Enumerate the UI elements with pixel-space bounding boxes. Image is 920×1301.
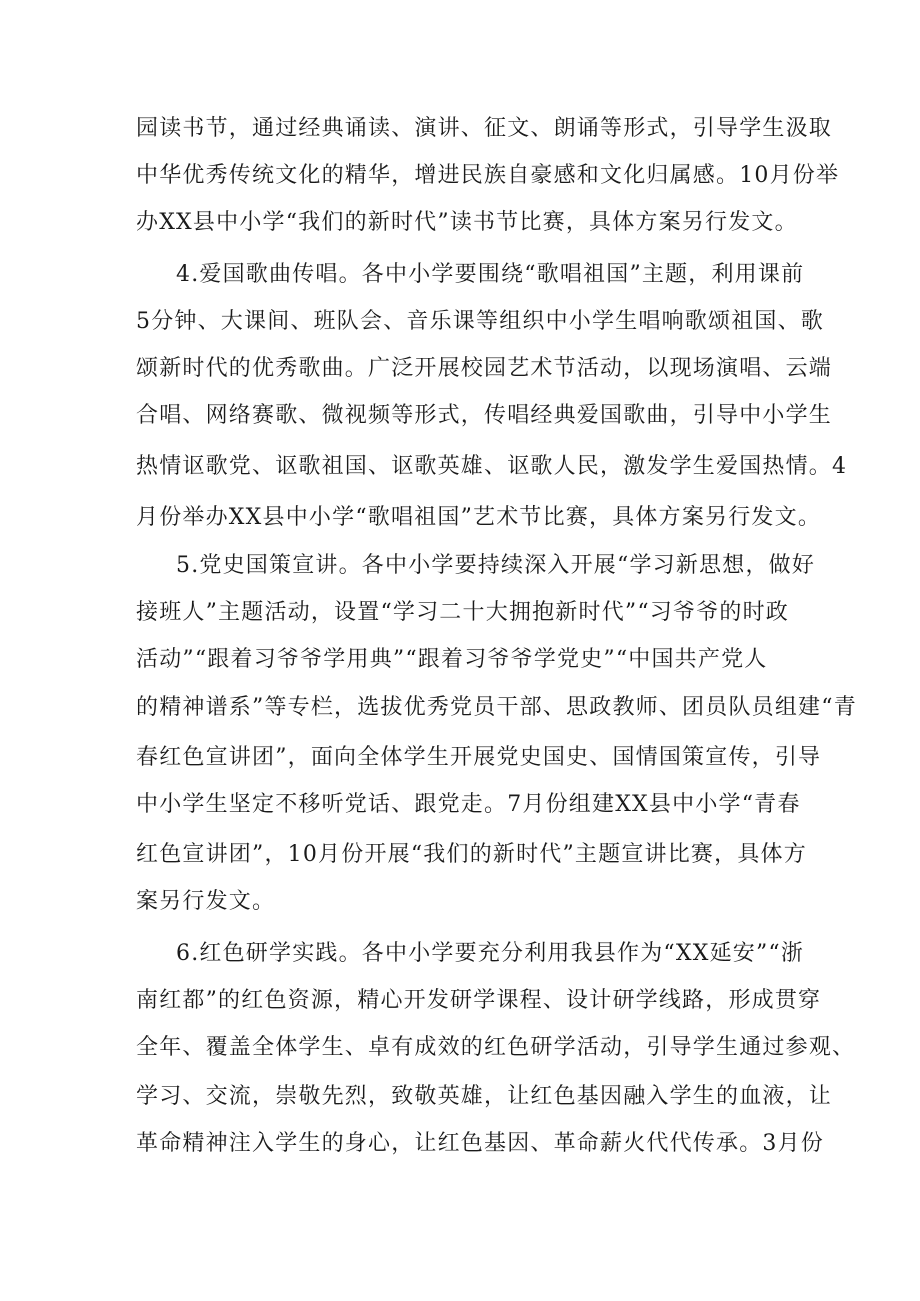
text-line: 南红都”的红色资源，精心开发研学课程、设计研学线路，形成贯穿 xyxy=(136,988,822,1013)
text-line: 春红色宣讲团”，面向全体学生开展党史国史、国情国策宣传，引导 xyxy=(136,745,822,770)
text-line: 月份举办XX县中小学“歌唱祖国”艺术节比赛，具体方案另行发文。 xyxy=(136,505,822,530)
text-line: 办XX县中小学“我们的新时代”读书节比赛，具体方案另行发文。 xyxy=(136,210,798,235)
text-line: 接班人”主题活动，设置“学习二十大拥抱新时代”“习爷爷的时政 xyxy=(136,600,789,625)
text-line: 合唱、网络赛歌、微视频等形式，传唱经典爱国歌曲，引导中小学生 xyxy=(136,403,833,428)
text-line: 案另行发文。 xyxy=(136,889,276,914)
text-line: 全年、覆盖全体学生、卓有成效的红色研学活动，引导学生通过参观、 xyxy=(136,1035,856,1060)
paragraph-4-heading-line: 4.爱国歌曲传唱。各中小学要围绕“歌唱祖国”主题，利用课前 xyxy=(176,262,805,287)
text-line: 5分钟、大课间、班队会、音乐课等组织中小学生唱响歌颂祖国、歌 xyxy=(136,309,824,334)
text-line: 革命精神注入学生的身心，让红色基因、革命薪火代代传承。3月份 xyxy=(136,1131,824,1156)
text-line: 中华优秀传统文化的精华，增进民族自豪感和文化归属感。10月份举 xyxy=(136,163,840,188)
paragraph-6-heading-line: 6.红色研学实践。各中小学要充分利用我县作为“XX延安”“浙 xyxy=(176,941,805,966)
text-line: 颂新时代的优秀歌曲。广泛开展校园艺术节活动，以现场演唱、云端 xyxy=(136,356,833,381)
text-line: 热情讴歌党、讴歌祖国、讴歌英雄、讴歌人民，激发学生爱国热情。4 xyxy=(136,454,848,479)
text-line: 红色宣讲团”，10月份开展“我们的新时代”主题宣讲比赛，具体方 xyxy=(136,842,807,867)
text-line: 活动”“跟着习爷爷学用典”“跟着习爷爷学党史”“中国共产党人 xyxy=(136,647,768,672)
text-line: 学习、交流，崇敬先烈，致敬英雄，让红色基因融入学生的血液，让 xyxy=(136,1084,833,1109)
text-line: 园读书节，通过经典诵读、演讲、征文、朗诵等形式，引导学生汲取 xyxy=(136,116,833,141)
text-line: 的精神谱系”等专栏，选拔优秀党员干部、思政教师、团员队员组建“青 xyxy=(136,695,857,720)
paragraph-5-heading-line: 5.党史国策宣讲。各中小学要持续深入开展“学习新思想，做好 xyxy=(176,553,816,578)
text-line: 中小学生坚定不移听党话、跟党走。7月份组建XX县中小学“青春 xyxy=(136,792,801,817)
